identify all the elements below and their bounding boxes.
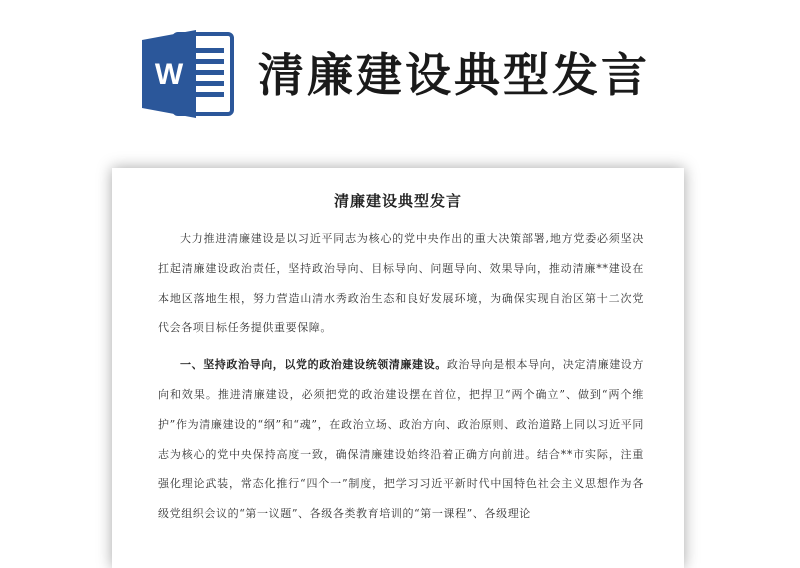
paragraph-text: 大力推进清廉建设是以习近平同志为核心的党中央作出的重大决策部署,地方党委必须坚决扛起清廉建设政治责任，坚持政治导向、目标导向、问题导向、效果导向，推动清廉**建设在本地区落地生根，努力营造山清水秀政治生态和良好发展环境，为确保实现自治区第十二次党代会各项目标任务提供重要保障。 <box>158 232 644 335</box>
document-page <box>112 168 684 568</box>
paragraph-text: 政治导向是根本导向，决定清廉建设方向和效果。推进清廉建设，必须把党的政治建设摆在首位，把捍卫“两个确立”、做到“两个维护”作为清廉建设的“纲”和“魂”，在政治立场、政治方向、政治原则、政治道路上同以习近平同志为核心的党中央保持高度一致，确保清廉建设始终沿着正确方向前进。结合**市实际，注重强化理论武装，常态化推行“四个一”制度，把学习习近平新时代中国特色社会主义思想作为各级党组织会议的“第一议题”、各级各类教育培训的“第一课程”、各级理论 <box>158 358 645 521</box>
word-icon-letter: W <box>154 58 184 91</box>
paragraph-section-one <box>158 350 644 529</box>
paragraph-heading: 一、坚持政治导向，以党的政治建设统领清廉建设。 <box>180 358 447 372</box>
document-title: 清廉建设典型发言 <box>333 192 462 210</box>
paragraph-intro <box>158 224 644 343</box>
header-banner <box>0 0 800 160</box>
document-body <box>158 224 644 529</box>
word-icon <box>140 28 236 120</box>
header-title: 清廉建设典型发言 <box>258 48 650 102</box>
